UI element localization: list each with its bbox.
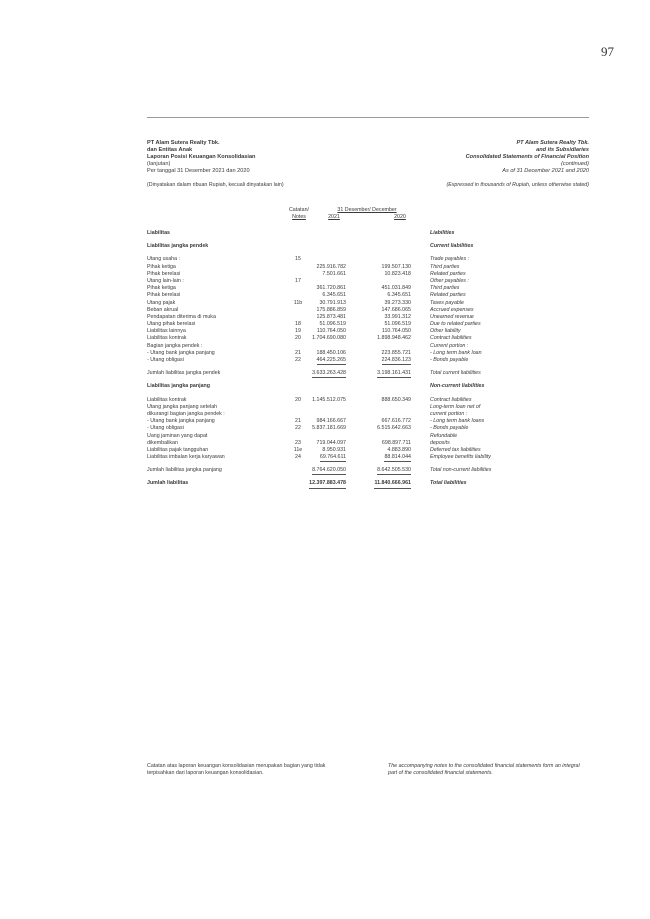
header-left	[147, 140, 255, 175]
line-item-label-en: Related parties	[430, 270, 466, 277]
line-item-label-en: Non-current liabilities	[430, 383, 485, 390]
year-2021-header: 2021	[328, 213, 340, 220]
table-row	[147, 418, 589, 425]
value-2021: 719.044.097	[316, 439, 346, 446]
table-row	[147, 230, 589, 237]
table-row	[147, 285, 589, 292]
statement-title-en: Consolidated Statements of Financial Position	[465, 154, 589, 160]
note-ref: 19	[295, 328, 301, 335]
line-item-label: Jumlah liabilitas	[147, 480, 189, 487]
line-item-label: Pihak berelasi	[147, 292, 181, 299]
continued-label-en: (continued)	[561, 161, 589, 167]
line-item-label-en: Unearned revenue	[430, 313, 474, 320]
line-item-label-en: Refundable	[430, 432, 458, 439]
line-item-label: Utang pajak	[147, 299, 176, 306]
line-item-label: Jumlah liabilitas jangka panjang	[147, 467, 222, 474]
table-row	[147, 454, 589, 461]
value-2020: 6.515.642.663	[377, 425, 411, 432]
value-2021: 1.704.690.080	[312, 335, 346, 342]
line-item-label-en: deposits	[430, 439, 450, 446]
liabilities-table	[147, 230, 589, 488]
value-2020: 667.616.772	[381, 418, 411, 425]
note-ref: 24	[295, 454, 301, 461]
table-row	[147, 447, 589, 454]
header-rule	[147, 117, 589, 118]
value-2021: 225.916.782	[316, 263, 346, 270]
line-item-label-en: Employee benefits liability	[430, 454, 491, 461]
line-item-label: Pihak ketiga	[147, 263, 176, 270]
value-2020: 39.273.330	[384, 299, 411, 306]
currency-note-en: (Expressed in thousands of Rupiah, unless otherwise stated)	[446, 182, 589, 188]
line-item-label-en: Due to related parties	[430, 321, 481, 328]
table-row	[147, 425, 589, 432]
table-row	[147, 370, 589, 377]
line-item-label: Utang usaha :	[147, 256, 180, 263]
value-2020: 8.642.505.530	[377, 467, 411, 475]
statement-date: Per tanggal 31 Desember 2021 dan 2020	[147, 168, 250, 174]
value-2021: 464.225.265	[317, 357, 346, 365]
line-item-label-en: Current portion :	[430, 342, 469, 349]
value-2021: 5.837.181.669	[312, 425, 346, 432]
value-2021: 8.950.931	[322, 446, 346, 453]
value-2021: 12.397.883.478	[309, 480, 346, 488]
footer-note-en: The accompanying notes to the consolidated financial statements form an integral part of the consolidated financial statements.	[388, 763, 580, 776]
value-2020: 3.198.161.431	[377, 370, 411, 378]
line-item-label-en: Accrued expenses	[430, 306, 474, 313]
note-ref: 17	[295, 277, 301, 284]
value-2021: 361.720.861	[316, 285, 346, 292]
table-row	[147, 278, 589, 285]
line-item-label-en: Third parties	[430, 263, 460, 270]
note-ref: 15	[295, 256, 301, 263]
line-item-label-en: Contract liabilities	[430, 335, 472, 342]
line-item-label-en: Total current liabilities	[430, 370, 481, 377]
value-2021: 110.764.050	[316, 328, 346, 335]
value-2020: 888.650.349	[381, 396, 411, 403]
company-subsidiaries: dan Entitas Anak	[147, 147, 193, 153]
line-item-label: Beban akrual	[147, 306, 179, 313]
table-row	[147, 467, 589, 474]
table-row	[147, 350, 589, 357]
table-row	[147, 440, 589, 447]
value-2021: 69.764.611	[320, 454, 346, 462]
page-number: 97	[601, 44, 614, 59]
value-2020: 1.898.948.462	[377, 335, 411, 342]
line-item-label-en: Liabilities	[430, 230, 455, 236]
table-row	[147, 314, 589, 321]
table-row	[147, 292, 589, 299]
line-item-label: - Utang bank jangka panjang	[147, 418, 215, 425]
line-item-label: - Utang obligasi	[147, 425, 184, 432]
line-item-label: Utang lain-lain :	[147, 277, 184, 284]
table-row	[147, 433, 589, 440]
value-2021: 984.166.667	[316, 418, 346, 425]
value-2021: 6.345.651	[322, 292, 346, 299]
line-item-label-en: Trade payables :	[430, 256, 470, 263]
value-2021: 3.633.263.428	[312, 370, 346, 378]
value-2020: 10.823.418	[384, 270, 411, 277]
line-item-label-en: Deferred tax liabilities	[430, 446, 481, 453]
table-row	[147, 411, 589, 418]
line-item-label-en: Other payables :	[430, 277, 469, 284]
value-2021: 125.873.481	[316, 313, 346, 320]
table-row	[147, 300, 589, 307]
line-item-label: - Utang obligasi	[147, 357, 184, 363]
company-name: PT Alam Sutera Realty Tbk.	[147, 140, 220, 146]
value-2020: 11.840.666.961	[374, 480, 411, 488]
notes-header-line2: Notes	[292, 213, 306, 220]
line-item-label-en: - Long term bank loan	[430, 349, 482, 356]
line-item-label-en: current portion :	[430, 410, 468, 417]
note-ref: 23	[295, 439, 301, 446]
line-item-label: Utang pihak berelasi	[147, 321, 196, 328]
value-2020: 110.764.050	[381, 328, 411, 335]
continued-label: (lanjutan)	[147, 161, 171, 167]
table-row	[147, 271, 589, 278]
note-ref: 21	[295, 418, 301, 425]
line-item-label-en: - Bonds payable	[430, 357, 469, 363]
line-item-label: Liabilitas kontrak	[147, 396, 187, 403]
note-ref: 11b	[293, 299, 303, 306]
statement-date-en: As of 31 December 2021 and 2020	[502, 168, 589, 174]
notes-header-line1: Catatan/	[288, 207, 310, 213]
period-header: 31 Desember/ December	[337, 207, 397, 213]
line-item-label-en: Other liability	[430, 328, 461, 335]
value-2020: 698.897.711	[381, 439, 411, 446]
footer-note: Catatan atas laporan keuangan konsolidasian merupakan bagian yang tidak terpisahkan dari laporan keuangan konsolidasian.	[147, 763, 326, 776]
line-item-label: Liabilitas	[147, 230, 170, 236]
line-item-label: Liabilitas pajak tangguhan	[147, 446, 209, 453]
line-item-label: Utang jangka panjang setelah	[147, 403, 218, 410]
value-2021: 175.886.859	[316, 306, 346, 313]
column-headers	[147, 207, 589, 223]
table-row	[147, 264, 589, 271]
table-row	[147, 321, 589, 328]
table-row	[147, 480, 589, 487]
line-item-label-en: Third parties	[430, 285, 460, 292]
line-item-label-en: Current liabilities	[430, 243, 474, 250]
line-item-label: Pihak ketiga	[147, 285, 176, 292]
line-item-label: Liabilitas kontrak	[147, 335, 187, 342]
value-2021: 51.096.519	[319, 321, 346, 328]
line-item-label: Uang jaminan yang dapat	[147, 432, 208, 439]
value-2021: 188.450.106	[316, 349, 346, 356]
note-ref: 21	[295, 349, 301, 356]
value-2020: 451.031.849	[381, 285, 411, 292]
value-2020: 199.507.130	[381, 263, 411, 270]
line-item-label: Liabilitas imbalan kerja karyawan	[147, 454, 225, 461]
table-row	[147, 335, 589, 342]
currency-note: (Dinyatakan dalam ribuan Rupiah, kecuali dinyatakan lain)	[147, 182, 284, 188]
value-2021: 7.501.661	[322, 270, 346, 277]
table-row	[147, 404, 589, 411]
line-item-label: - Utang bank jangka panjang	[147, 349, 215, 356]
value-2021: 1.145.512.075	[312, 396, 346, 403]
note-ref: 22	[295, 425, 301, 432]
line-item-label: Liabilitas jangka panjang	[147, 383, 210, 390]
line-item-label-en: Related parties	[430, 292, 466, 299]
note-ref: 22	[295, 357, 301, 363]
note-ref: 18	[295, 321, 301, 328]
year-2020-header: 2020	[394, 213, 406, 220]
value-2020: 6.345.651	[387, 292, 411, 299]
line-item-label: Liabilitas jangka pendek	[147, 243, 209, 250]
line-item-label-en: Contract liabilities	[430, 396, 472, 403]
company-subsidiaries-en: and its Subsidiaries	[536, 147, 589, 153]
value-2020: 4.883.890	[387, 446, 411, 453]
table-row	[147, 307, 589, 314]
line-item-label: Bagian jangka pendek :	[147, 342, 203, 349]
note-ref: 20	[295, 335, 301, 342]
line-item-label: Liabilitas lainnya	[147, 328, 186, 335]
note-ref: 20	[295, 396, 301, 403]
line-item-label-en: - Bonds payable	[430, 425, 469, 432]
company-name-en: PT Alam Sutera Realty Tbk.	[516, 140, 589, 146]
value-2021: 30.791.913	[319, 299, 346, 306]
table-row	[147, 256, 589, 263]
table-row	[147, 243, 589, 250]
statement-title: Laporan Posisi Keuangan Konsolidasian	[147, 154, 256, 160]
value-2020: 33.991.312	[384, 313, 411, 320]
line-item-label-en: - Long term bank loans	[430, 418, 485, 425]
table-row	[147, 357, 589, 364]
line-item-label: Jumlah liabilitas jangka pendek	[147, 370, 221, 377]
table-row	[147, 397, 589, 404]
line-item-label-en: Long-term loan net of	[430, 403, 481, 410]
value-2020: 147.686.065	[381, 306, 411, 313]
table-row	[147, 383, 589, 390]
table-row	[147, 328, 589, 335]
value-2021: 8.764.620.050	[312, 467, 346, 475]
value-2020: 224.836.123	[382, 357, 411, 365]
line-item-label: Pendapatan diterima di muka	[147, 313, 216, 320]
line-item-label-en: Total liabilities	[430, 480, 467, 487]
value-2020: 88.814.044	[384, 454, 411, 462]
line-item-label-en: Total non-current liabilities	[430, 467, 492, 474]
note-ref: 11e	[293, 446, 303, 453]
line-item-label: dikembalikan	[147, 439, 178, 446]
line-item-label-en: Taxes payable	[430, 299, 464, 306]
value-2020: 51.096.519	[384, 321, 411, 328]
line-item-label: dikurangi bagian jangka pendek :	[147, 410, 225, 417]
header-right	[466, 140, 589, 175]
line-item-label: Pihak berelasi	[147, 270, 181, 277]
value-2020: 223.855.721	[381, 349, 411, 356]
notes-column-header	[285, 207, 313, 220]
table-row	[147, 343, 589, 350]
